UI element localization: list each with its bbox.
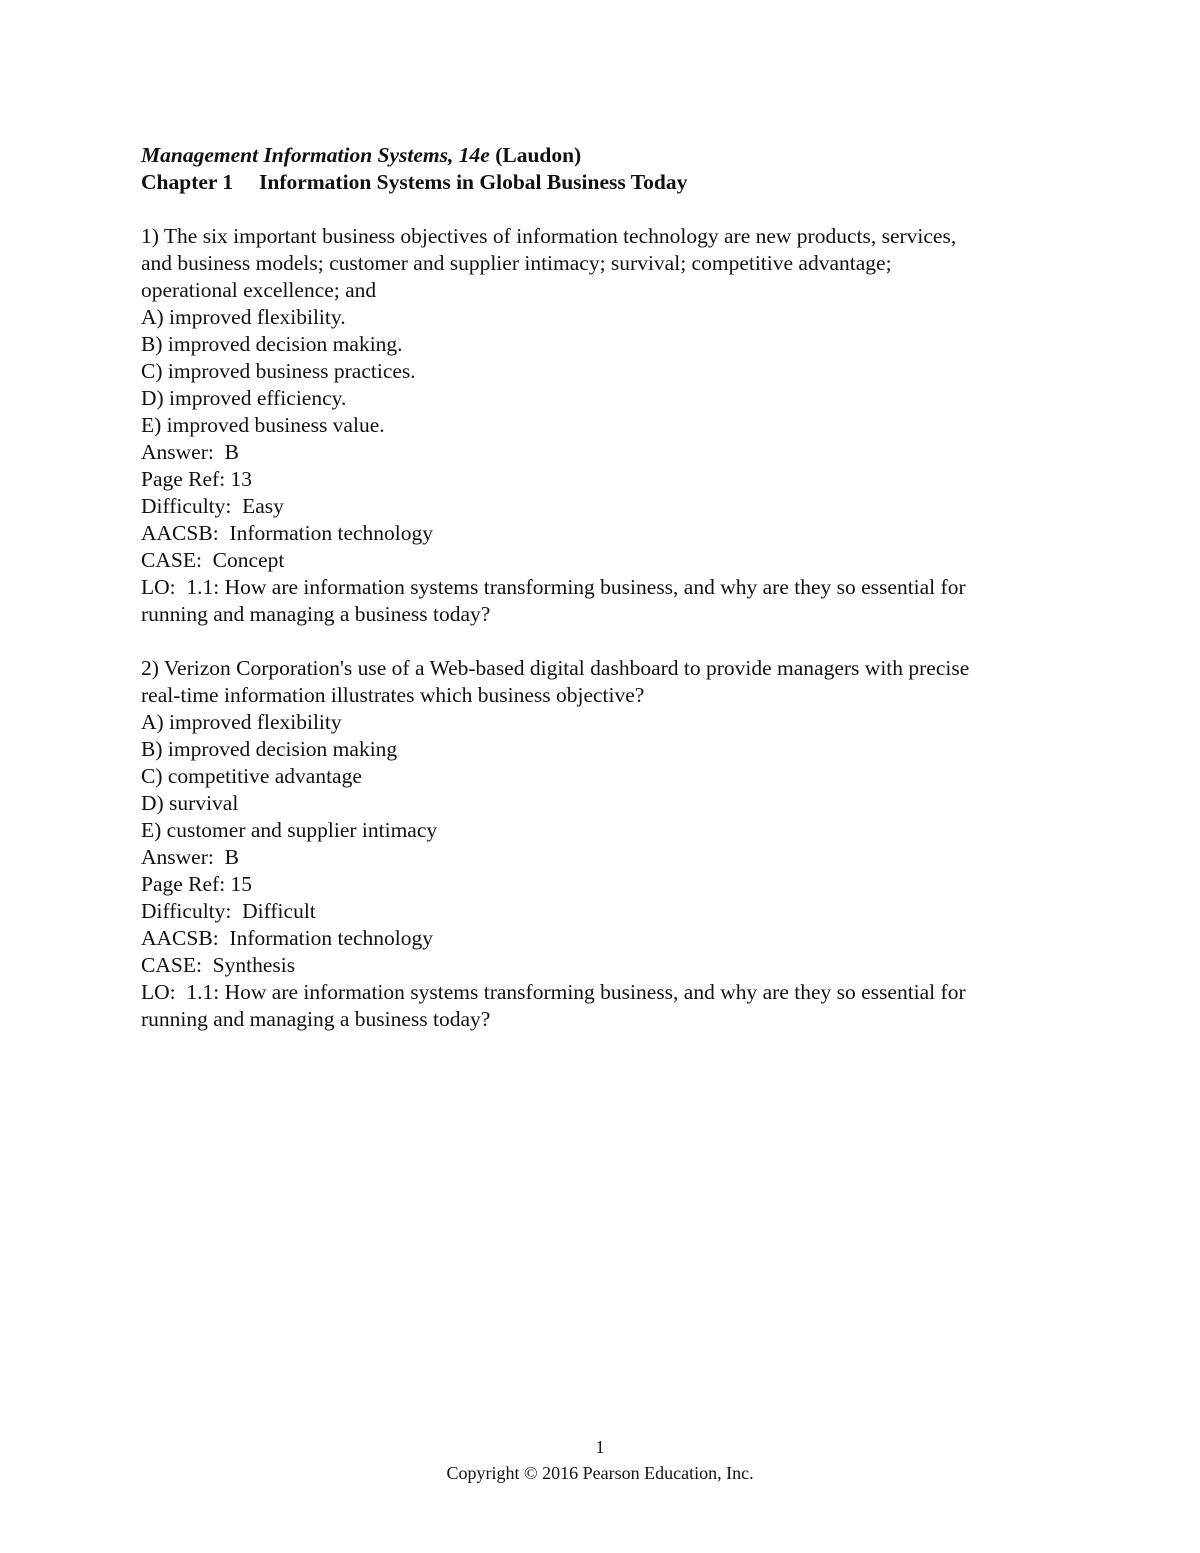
book-title: Management Information Systems, 14e — [141, 143, 490, 167]
answer-option: C) competitive advantage — [141, 764, 362, 788]
answer-option: E) improved business value. — [141, 413, 385, 437]
chapter-heading — [141, 169, 1061, 196]
question-text-line: and business models; customer and supplier intimacy; survival; competitive advantage; — [141, 251, 892, 275]
aacsb: AACSB: Information technology — [141, 926, 434, 950]
case-type: CASE: Concept — [141, 548, 285, 572]
question-block-1 — [141, 223, 1061, 628]
chapter-title: Information Systems in Global Business Today — [259, 170, 688, 194]
question-text-line: real-time information illustrates which business objective? — [141, 683, 645, 707]
question-text-line: operational excellence; and — [141, 278, 377, 302]
book-author: (Laudon) — [495, 143, 582, 167]
question-block-2 — [141, 655, 1061, 1033]
page-ref: Page Ref: 15 — [141, 872, 253, 896]
case-type: CASE: Synthesis — [141, 953, 296, 977]
document-body — [141, 142, 1061, 1033]
chapter-label: Chapter 1 — [141, 170, 234, 194]
answer-option: C) improved business practices. — [141, 359, 416, 383]
answer-option: B) improved decision making. — [141, 332, 403, 356]
question-text-line: 2) Verizon Corporation's use of a Web-based digital dashboard to provide managers with precise — [141, 656, 970, 680]
answer-option: E) customer and supplier intimacy — [141, 818, 438, 842]
page-number: 1 — [595, 1437, 605, 1457]
page-ref: Page Ref: 13 — [141, 467, 253, 491]
question-text-line: 1) The six important business objectives of information technology are new products, services, — [141, 224, 957, 248]
spacer — [141, 628, 1061, 655]
difficulty: Difficulty: Easy — [141, 494, 284, 518]
learning-objective-line: running and managing a business today? — [141, 1007, 491, 1031]
answer-key: Answer: B — [141, 845, 239, 869]
answer-option: B) improved decision making — [141, 737, 398, 761]
learning-objective-line: running and managing a business today? — [141, 602, 491, 626]
answer-option: A) improved flexibility. — [141, 305, 346, 329]
answer-option: D) survival — [141, 791, 239, 815]
learning-objective-line: LO: 1.1: How are information systems transforming business, and why are they so essential for — [141, 980, 966, 1004]
aacsb: AACSB: Information technology — [141, 521, 434, 545]
copyright-notice: Copyright © 2016 Pearson Education, Inc. — [446, 1463, 754, 1483]
answer-key: Answer: B — [141, 440, 239, 464]
spacer — [141, 196, 1061, 223]
book-title-line — [141, 142, 1061, 169]
difficulty: Difficulty: Difficult — [141, 899, 316, 923]
learning-objective-line: LO: 1.1: How are information systems transforming business, and why are they so essential for — [141, 575, 966, 599]
answer-option: D) improved efficiency. — [141, 386, 347, 410]
answer-option: A) improved flexibility — [141, 710, 342, 734]
